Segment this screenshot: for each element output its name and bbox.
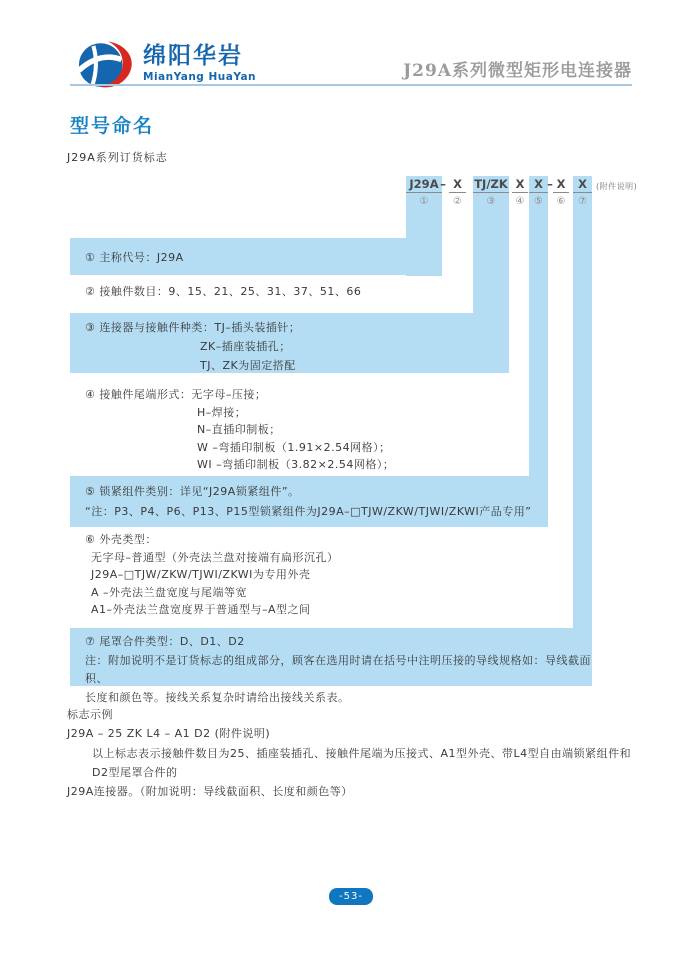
code-segment-2-label: X (449, 177, 466, 193)
company-logo (78, 40, 256, 90)
code-segment-6-number: ⑥ (556, 196, 566, 207)
page-number-badge: -53- (329, 888, 373, 905)
code-segment-5-label: X (529, 177, 548, 193)
explain-box-7-line: ⑦ 尾罩合件类型：D、D1、D2 (85, 635, 245, 648)
explain-box-5-line: “注：P3、P4、P6、P13、P15型锁紧组件为J29A–□TJW/ZKW/TJWI/ZKWI产品专用” (85, 504, 532, 518)
explain-box-3-line: ③ 连接器与接触件种类：TJ–插头装插针； (85, 321, 301, 334)
explain-box-4-line: WI –弯插印制板（3.82×2.54网格）； (197, 458, 395, 471)
logo-english-name: MianYang HuaYan (143, 71, 257, 83)
code-segment-6-label: X (553, 177, 569, 193)
header-divider (70, 84, 632, 86)
code-segment-4-number: ④ (515, 196, 525, 207)
code-dash-1: – (440, 177, 446, 191)
example-description-line: 以上标志表示接触件数目为25、插座装插孔、接触件尾端为压接式、A1型外壳、带L4型自由端锁紧组件和D2型尾罩合件的 (92, 746, 632, 779)
explain-box-4 (70, 386, 500, 474)
explain-box-3 (70, 313, 509, 373)
diagram-column-5 (529, 176, 548, 527)
code-segment-5-number: ⑤ (534, 196, 543, 207)
logo-emblem-icon (78, 40, 136, 90)
explain-box-7 (70, 628, 592, 704)
explain-box-4-line: W –弯插印制板（1.91×2.54网格）； (197, 440, 391, 454)
code-segment-4-label: X (512, 177, 528, 193)
explain-box-7-line: 注：附加说明不是订货标志的组成部分，顾客在选用时请在括号中注明压接的导线规格如：导线截面积、 (85, 653, 591, 685)
explain-box-4-line: H–焊接； (197, 405, 247, 419)
explain-box-5-line: ⑤ 锁紧组件类别：详见“J29A锁紧组件”。 (85, 485, 300, 498)
page-subtitle: J29A系列订货标志 (67, 151, 168, 164)
code-segment-6 (553, 177, 569, 207)
example-heading: 标志示例 (67, 708, 113, 721)
explain-box-6-line: A1–外壳法兰盘宽度界于普通型与–A型之间 (91, 603, 311, 616)
code-segment-3 (473, 177, 509, 207)
explain-box-2-line: ② 接触件数目：9、15、21、25、31、37、51、66 (85, 285, 362, 298)
example-code-line: J29A – 25 ZK L4 – A1 D2 (附件说明) (67, 727, 271, 741)
explain-box-1-line: ① 主称代号：J29A (85, 251, 184, 264)
explain-box-3-line: ZK–插座装插孔； (200, 340, 291, 353)
example-description-line: J29A连接器。（附加说明：导线截面积、长度和颜色等） (67, 785, 353, 799)
logo-chinese-name: 绵阳华岩 (143, 43, 243, 69)
explain-box-5 (70, 476, 548, 527)
explain-box-4-line: N–直插印制板； (197, 423, 281, 436)
code-segment-1 (406, 177, 442, 207)
code-segment-7 (573, 177, 592, 207)
explain-box-6-line: J29A–□TJW/ZKW/TJWI/ZKWI为专用外壳 (91, 568, 311, 581)
code-segment-2 (449, 177, 466, 207)
code-segment-3-number: ③ (486, 196, 496, 207)
code-segment-7-label: X (573, 177, 592, 193)
explain-box-6-line: ⑥ 外壳类型： (85, 533, 157, 546)
code-segment-4 (512, 177, 528, 207)
explain-box-2 (70, 283, 470, 301)
marking-example (67, 705, 647, 801)
code-segment-1-label: J29A (406, 177, 442, 193)
explain-box-1 (70, 238, 442, 275)
code-dash-2: – (547, 177, 553, 191)
code-segment-7-number: ⑦ (578, 196, 587, 207)
explain-box-6-line: A –外壳法兰盘宽度与尾端等宽 (91, 585, 248, 599)
explain-box-7-line: 长度和颜色等。接线关系复杂时请给出接线关系表。 (85, 690, 350, 704)
diagram-column-7 (573, 176, 592, 686)
explain-box-6-line: 无字母–普通型（外壳法兰盘对接端有扁形沉孔） (91, 550, 339, 564)
document-title: J29A系列微型矩形电连接器 (403, 61, 632, 81)
code-segment-3-label: TJ/ZK (474, 177, 508, 191)
code-suffix-note: (附件说明) (596, 182, 638, 191)
code-segment-2-number: ② (453, 196, 462, 207)
explain-box-6 (70, 531, 550, 619)
logo-text (143, 40, 256, 83)
page-title: 型号命名 (70, 115, 155, 137)
explain-box-3-line: TJ、ZK为固定搭配 (200, 359, 296, 372)
code-segment-1-number: ① (419, 196, 429, 207)
explain-box-4-line: ④ 接触件尾端形式：无字母–压接； (85, 388, 267, 401)
